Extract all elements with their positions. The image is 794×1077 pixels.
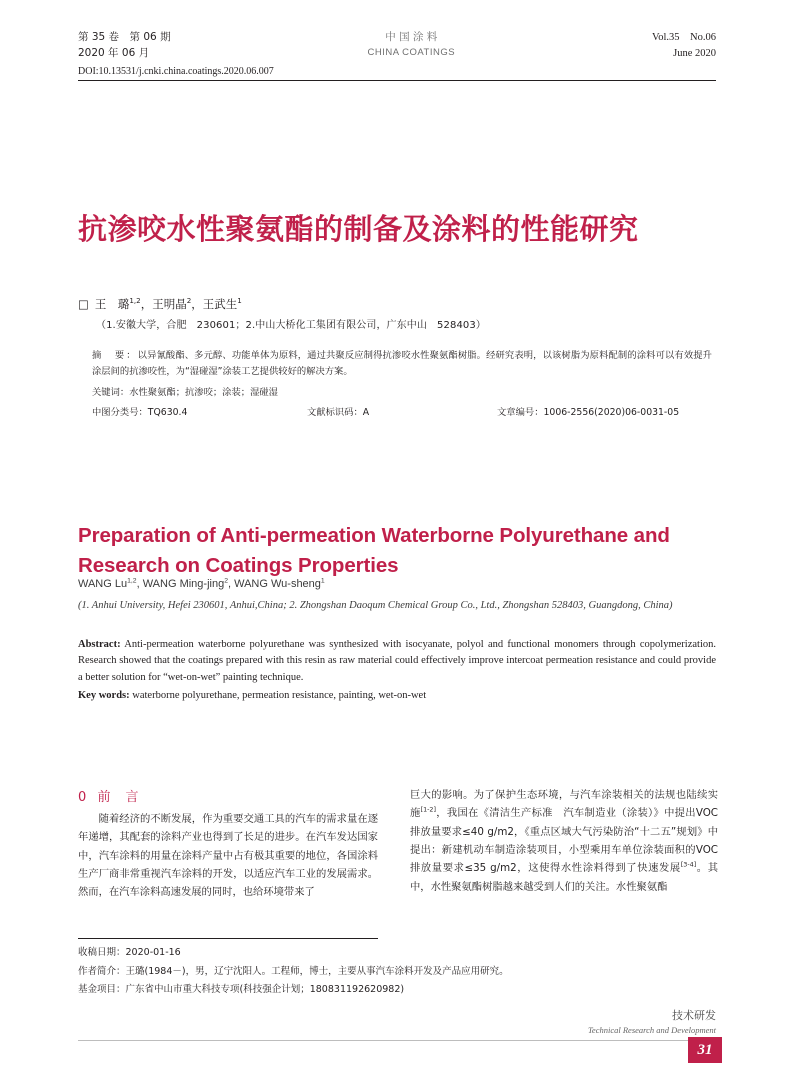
doc-code-cell [307, 404, 497, 418]
author-name-1: 王 璐 [94, 297, 130, 311]
section-number: 0 [78, 790, 88, 805]
doi-line: DOI:10.13531/j.cnki.china.coatings.2020.06.007 [78, 66, 274, 77]
abstract-en-text: Anti-permeation waterborne polyurethane was synthesized with isocyanate, polyol and functional monomers through copolymerization. Research showed that the coatings prepared with this resin as raw material could effectively improve intercoat permeation resistance and could provide a better solution for “wet-on-wet” painting technique. [78, 639, 716, 683]
abstract-cn-text: 以异氰酸酯、多元醇、功能单体为原料，通过共聚反应制得抗渗咬水性聚氨酯树脂。经研究表明，以该树脂为原料配制的涂料可以有效提升涂层间的抗渗咬性，为“湿碰湿”涂装工艺提供较好的解决方案。 [92, 350, 712, 378]
author-name-2: ，王明晶 [140, 297, 187, 311]
author-marker-icon: □ [78, 297, 89, 311]
running-head-center [368, 30, 456, 60]
received-value: 2020-01-16 [125, 947, 181, 958]
keywords-en [78, 690, 716, 701]
author-bio-line [78, 963, 716, 982]
journal-name-cn: 中 国 涂 料 [385, 31, 438, 43]
author-en-sup-2: 2 [224, 577, 228, 585]
fund-label: 基金项目： [78, 984, 126, 996]
volume-issue: 第 35 卷 第 06 期 [78, 31, 171, 43]
article-id-label: 文章编号： [497, 407, 544, 418]
footer-section-en: Technical Research and Development [587, 1025, 716, 1035]
received-date-line [78, 944, 716, 963]
received-label: 收稿日期： [78, 947, 126, 958]
body-column-left [78, 810, 378, 902]
page-number-badge: 31 [688, 1037, 722, 1063]
page-title-en: Preparation of Anti-permeation Waterborne Polyurethane and Research on Coatings Properties [78, 524, 670, 578]
journal-name-en: CHINA COATINGS [367, 46, 456, 58]
affiliation-cn: （1.安徽大学，合肥 230601；2.中山大桥化工集团有限公司，广东中山 528403） [96, 320, 486, 331]
keywords-en-text: waterborne polyurethane, permeation resistance, painting, wet-on-wet [129, 690, 427, 701]
abstract-cn-label: 摘 要： [92, 350, 138, 361]
running-head-right [652, 30, 716, 62]
author-sup-2: 2 [186, 296, 192, 306]
body-paragraph-right-3: 。其中，水性聚氨酯树脂越来越受到人们的关注。水性聚氨酯 [410, 862, 719, 893]
fund-value: 广东省中山市重大科技专项(科技强企计划；180831192620982) [125, 984, 405, 996]
abstract-cn [92, 348, 712, 381]
author-en-1: WANG Lu [78, 578, 128, 590]
issue-date-cn: 2020 年 06 月 [78, 46, 150, 59]
author-en-sup-3: 1 [320, 577, 325, 585]
article-id-value: 1006-2556(2020)06-0031-05 [543, 407, 680, 418]
author-en-sup-1: 1,2 [127, 577, 137, 585]
footer-section-cn: 技术研发 [672, 1009, 716, 1022]
body-column-right [410, 786, 718, 896]
footer-divider [78, 1040, 716, 1041]
clc-cell [92, 404, 307, 418]
citation-ref-1: [1-2] [420, 805, 436, 814]
authors-en [78, 578, 716, 590]
author-sup-1: 1,2 [129, 296, 141, 306]
doc-code-value: A [362, 407, 370, 418]
author-en-2: , WANG Ming-jing [136, 578, 225, 590]
keywords-en-label: Key words: [78, 690, 130, 701]
issue-date-en: June 2020 [673, 47, 716, 59]
keywords-cn [92, 384, 712, 398]
footer-section-label [588, 1007, 716, 1035]
section-title: 前 言 [97, 790, 140, 805]
classification-row [92, 404, 712, 418]
author-sup-3: 1 [237, 296, 242, 306]
body-paragraph-right-1: 巨大的影响。为了保护生态环境，与汽车涂装相关的法规也陆续实施 [410, 789, 718, 820]
header-divider [78, 80, 716, 81]
volume-issue-en: Vol.35 No.06 [652, 32, 716, 43]
abstract-en [78, 637, 716, 686]
running-head [78, 30, 716, 62]
funding-line [78, 981, 716, 1000]
citation-ref-2: [3-4] [680, 860, 697, 869]
article-id-cell [497, 404, 712, 418]
footnotes [78, 944, 716, 1000]
running-head-left [78, 30, 171, 62]
keywords-cn-label: 关键词： [92, 387, 130, 398]
clc-value: TQ630.4 [147, 407, 188, 418]
author-en-3: , WANG Wu-sheng [228, 578, 321, 590]
abstract-en-label: Abstract: [78, 639, 121, 650]
affiliation-en: (1. Anhui University, Hefei 230601, Anhui,China; 2. Zhongshan Daoqum Chemical Group Co., Ltd., Zhongshan 528403, Guangdong, China) [78, 600, 673, 611]
doc-code-label: 文献标识码： [307, 407, 363, 418]
body-paragraph-left: 随着经济的不断发展，作为重要交通工具的汽车的需求量在逐年递增，其配套的涂料产业也得到了长足的进步。在汽车发达国家中，汽车涂料的用量在涂料产量中占有极其重要的地位，各国涂料生产厂商非常重视汽车涂料的开发，以适应汽车工业的发展需求。然而，在汽车涂料高速发展的同时，也给环境带来了 [78, 813, 378, 899]
page-title-cn: 抗渗咬水性聚氨酯的制备及涂料的性能研究 [78, 212, 639, 247]
body-paragraph-right-2: ，我国在《清洁生产标准 汽车制造业（涂装）》中提出VOC排放量要求≤40 g/m2，《重点区域大气污染防治“十二五”规划》中提出：新建机动车制造涂装项目，小型乘用车单位涂装面积的VOC排放量要求≤35 g/m2，这使得水性涂料得到了快速发展 [410, 807, 718, 875]
footnote-divider [78, 938, 378, 939]
section-heading [78, 786, 140, 805]
clc-label: 中图分类号： [92, 407, 148, 418]
bio-label: 作者简介： [78, 965, 126, 977]
keywords-cn-text: 水性聚氨酯；抗渗咬；涂装；湿碰湿 [129, 387, 278, 398]
bio-value: 王璐(1984－)，男，辽宁沈阳人。工程师，博士，主要从事汽车涂料开发及产品应用研究。 [125, 965, 509, 977]
authors-cn [78, 296, 242, 312]
author-name-3: ，王武生 [191, 297, 238, 311]
